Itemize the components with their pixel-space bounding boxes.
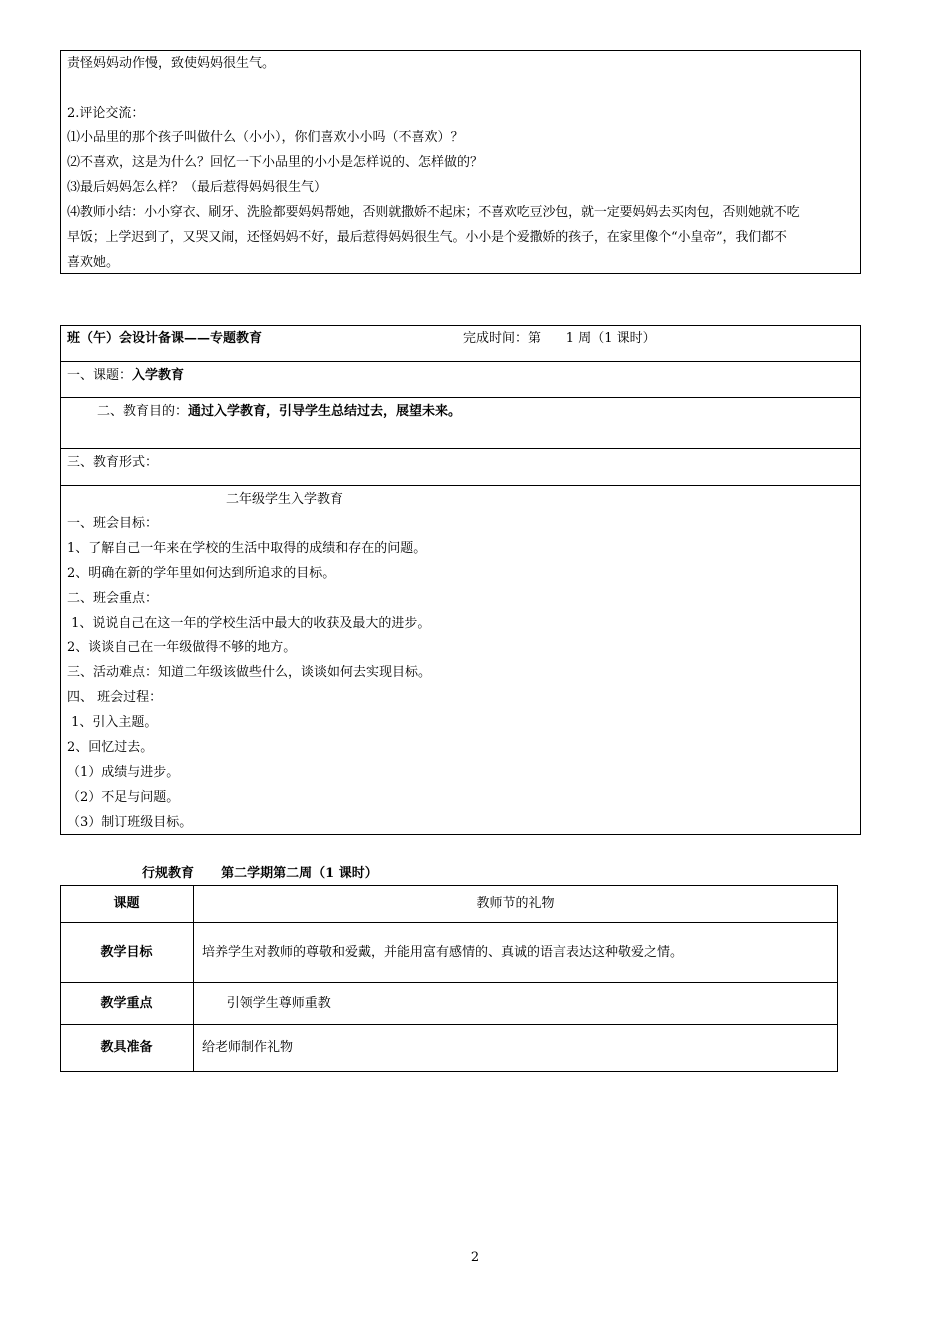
lesson-label-goal: 教学目标 — [100, 945, 153, 960]
text-line: ⑶最后妈妈怎么样？（最后惹得妈妈很生气） — [67, 180, 328, 195]
content-line: 1、引入主题。 — [67, 715, 158, 730]
row-divider — [60, 448, 861, 449]
lesson-label-topic: 课题 — [113, 896, 140, 911]
topic-value: 入学教育 — [132, 368, 185, 383]
lesson-label-materials: 教具准备 — [100, 1040, 153, 1055]
text-line: 早饭；上学迟到了，又哭又闹，还怪妈妈不好，最后惹得妈妈很生气。小小是个爱撒娇的孩子，在家里像个“小皇帝”，我们都不 — [67, 230, 787, 245]
content-line: 三、活动难点：知道二年级该做些什么，谈谈如何去实现目标。 — [67, 665, 432, 680]
lesson-label-focus: 教学重点 — [100, 996, 153, 1011]
content-line: （3）制订班级目标。 — [67, 815, 193, 830]
lesson-value-materials: 给老师制作礼物 — [202, 1040, 294, 1055]
text-line: ⑴小品里的那个孩子叫做什么（小小），你们喜欢小小吗（不喜欢）？ — [67, 130, 464, 145]
column-divider — [193, 885, 194, 1072]
row-divider — [60, 982, 838, 983]
content-line: 一、班会目标： — [67, 516, 159, 531]
content-line: 2、谈谈自己在一年级做得不够的地方。 — [67, 640, 297, 655]
topic-row — [67, 368, 184, 384]
lesson-heading: 行规教育 第二学期第二周（1 课时） — [142, 866, 378, 881]
lesson-value-topic: 教师节的礼物 — [476, 896, 555, 911]
content-line: 二、班会重点： — [67, 591, 159, 606]
content-line: 2、明确在新的学年里如何达到所追求的目标。 — [67, 566, 336, 581]
content-line: （1）成绩与进步。 — [67, 765, 180, 780]
content-line: （2）不足与问题。 — [67, 790, 180, 805]
row-divider — [60, 397, 861, 398]
content-line: 1、说说自己在这一年的学校生活中最大的收获及最大的进步。 — [67, 616, 431, 631]
row-divider — [60, 922, 838, 923]
row-divider — [60, 485, 861, 486]
text-line: 责怪妈妈动作慢，致使妈妈很生气。 — [67, 56, 276, 71]
row-divider — [60, 361, 861, 362]
form-label: 三、教育形式： — [67, 455, 159, 470]
content-line: 2、回忆过去。 — [67, 740, 154, 755]
topic-label: 一、课题： — [67, 368, 133, 383]
goal-value: 通过入学教育，引导学生总结过去，展望未来。 — [188, 404, 462, 419]
row-divider — [60, 1024, 838, 1025]
text-line: ⑵不喜欢，这是为什么？回忆一下小品里的小小是怎样说的、怎样做的？ — [67, 155, 484, 170]
text-line: 喜欢她。 — [67, 255, 120, 270]
content-title: 二年级学生入学教育 — [226, 492, 344, 507]
completion-time: 完成时间：第 1 周（1 课时） — [463, 331, 656, 346]
goal-label: 二、教育目的： — [97, 404, 189, 419]
content-line: 1、了解自己一年来在学校的生活中取得的成绩和存在的问题。 — [67, 541, 427, 556]
goal-row — [97, 404, 461, 420]
text-line: ⑷教师小结：小小穿衣、刷牙、洗脸都要妈妈帮她，否则就撒娇不起床；不喜欢吃豆沙包，就一定要妈妈去买肉包，否则她就不吃 — [67, 205, 800, 220]
page-number: 2 — [470, 1250, 480, 1265]
lesson-value-focus: 引领学生尊师重教 — [202, 996, 331, 1011]
lesson-value-goal: 培养学生对教师的尊敬和爱戴，并能用富有感情的、真诚的语言表达这种敬爱之情。 — [202, 945, 684, 960]
text-line: 2.评论交流： — [67, 106, 145, 121]
content-line: 四、 班会过程： — [67, 690, 163, 705]
table-header-title: 班（午）会设计备课——专题教育 — [67, 331, 263, 346]
